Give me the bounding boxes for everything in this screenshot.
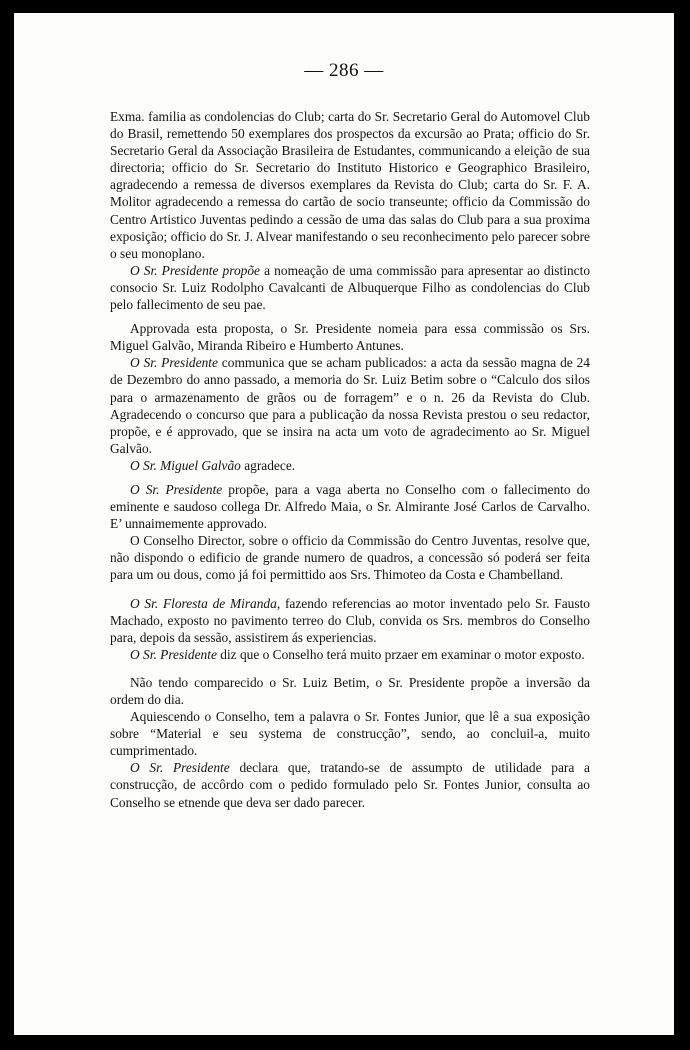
paragraph: O Sr. Presidente propõe a nomeação de uma commissão para apresentar ao distincto consocio Sr. Luiz Rodolpho Cavalcanti de Albuquerque Filho as condolencias do Club pelo fallecimento de seu pae. <box>110 262 591 313</box>
speaker: O Sr. Presidente <box>130 481 223 497</box>
paragraph: O Sr. Miguel Galvão agradece. <box>130 457 296 473</box>
speaker: O Sr. Miguel Galvão <box>130 457 241 473</box>
page-number: — 286 — <box>304 60 384 81</box>
document-page <box>14 13 674 1035</box>
paragraph: Aquiescendo o Conselho, tem a palavra o Sr. Fontes Junior, que lê a sua exposição sobre “Material e seu systema de construcção”, sendo, ao concluil-a, muito cumprimentado. <box>110 709 590 759</box>
speaker: O Sr. Presidente <box>130 355 218 371</box>
paragraph: Approvada esta proposta, o Sr. Presidente nomeia para essa commissão os Srs. Miguel Galvão, Miranda Ribeiro e Humberto Antunes. <box>110 321 590 354</box>
paragraph: Exma. familia as condolencias do Club; carta do Sr. Secretario Geral do Automovel Club do Brasil, remettendo 50 exemplares dos prospectos da excursão ao Prata; officio do Sr. Secretario Geral da Associação Brasileira de Estudantes, communicando a eleição de sua directoria; officio do Sr. Secretario do Instituto Historico e Geographico Brasileiro, agradecendo a remessa de diversos exemplares da Revista do Club; carta do Sr. F. A. Molitor agradecendo a remessa do cartão de socio transeunte; officio da Commissão do Centro Artistico Juventas pedindo a cessão de uma das salas do Club para a sua proxima exposição; officio do Sr. J. Alvear manifestando o seu reconhecimento pelo parecer sobre o seu monoplano. <box>110 109 590 261</box>
paragraph: O Sr. Presidente propõe, para a vaga aberta no Conselho com o fallecimento do eminente e saudoso collega Dr. Alfredo Maia, o Sr. Almirante José Carlos de Carvalho. E’ unnaimemente approvado. <box>110 481 590 532</box>
paragraph: O Conselho Director, sobre o officio da Commissão do Centro Juventas, resolve que, não dispondo o edificio de grande numero de quadros, a concessão só poderá ser feita para um ou dous, como já foi permittido aos Srs. Thimoteo da Costa e Chambelland. <box>110 533 590 583</box>
paragraph: O Sr. Presidente declara que, tratando-se de assumpto de utilidade para a construcção, de accôrdo com o pedido formulado pelo Sr. Fontes Junior, consulta ao Conselho se etnende que deva ser dado parecer. <box>110 760 590 810</box>
speaker: O Sr. Presidente propõe <box>130 262 260 278</box>
paragraph: O Sr. Presidente communica que se acham publicados: a acta da sessão magna de 24 de Dezembro do anno passado, a memoria do Sr. Luiz Betim sobre o “Calculo dos silos para o armazenamento de grãos ou de forragem” e o n. 26 da Revista do Club. Agradecendo o concurso que para a publicação da nossa Revista prestou o seu redactor, propõe, e é approvado, que se insira na acta um voto de agradecimento ao Sr. Miguel Galvão. <box>110 355 590 456</box>
paragraph: O Sr. Presidente diz que o Conselho terá muito przaer em examinar o motor exposto. <box>130 646 585 662</box>
speaker: O Sr. Floresta de Miranda, <box>130 595 281 611</box>
speaker: O Sr. Presidente <box>130 760 230 776</box>
document-body <box>110 108 590 811</box>
paragraph: O Sr. Floresta de Miranda, fazendo referencias ao motor inventado pelo Sr. Fausto Machado, exposto no pavimento terreo do Club, convida os Srs. membros do Conselho para, depois da sessão, assistirem ás experiencias. <box>110 595 590 645</box>
speaker: O Sr. Presidente <box>130 646 217 662</box>
paragraph: Não tendo comparecido o Sr. Luiz Betim, o Sr. Presidente propõe a inversão da ordem do dia. <box>110 674 590 707</box>
